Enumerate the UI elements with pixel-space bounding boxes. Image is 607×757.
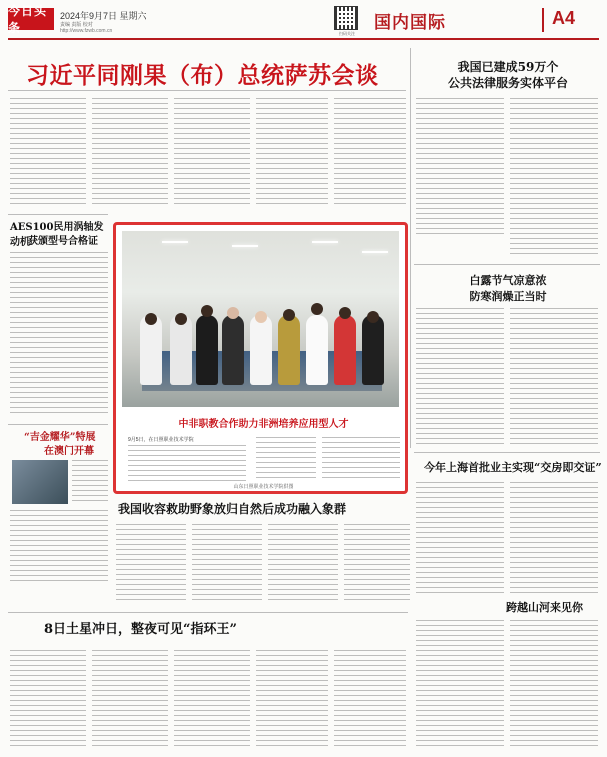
- shanghai-col2: [510, 482, 598, 594]
- divider: [8, 90, 406, 91]
- second-lead-col3: [268, 524, 338, 604]
- exhibit-photo-caption: [72, 460, 108, 504]
- photo-caption-headline[interactable]: 中非职教合作助力非洲培养应用型人才: [178, 419, 349, 430]
- photo-caption-body-col3: [322, 437, 400, 481]
- lead-body-col1: [10, 98, 86, 208]
- left-story-headline-line1[interactable]: AES100民用涡轴发动机: [10, 222, 104, 248]
- lead-headline[interactable]: 习近平同刚果（布）总统萨苏会谈: [26, 62, 379, 89]
- divider: [414, 264, 600, 265]
- cross-river-col2: [510, 620, 598, 750]
- website-url[interactable]: http://www.fzwb.com.cn: [60, 28, 113, 34]
- exhibit-headline-line1[interactable]: “吉金耀华”特展: [24, 432, 96, 443]
- right-mid-body-col2: [510, 308, 598, 448]
- masthead-rule: [8, 38, 599, 40]
- saturn-col3: [174, 650, 250, 750]
- saturn-col2: [92, 650, 168, 750]
- photo-caption-body-col1: [128, 445, 246, 481]
- right-top-body-col1: [416, 98, 504, 238]
- lead-body-col2: [92, 98, 168, 208]
- divider: [8, 424, 108, 425]
- left-story-body: [10, 252, 108, 417]
- right-mid-headline-line1[interactable]: 白露节气凉意浓: [469, 274, 547, 287]
- second-lead-col2: [192, 524, 262, 604]
- section-title: 国内国际: [374, 13, 446, 33]
- qr-caption: 扫码关注: [339, 31, 355, 36]
- exhibit-photo[interactable]: [12, 460, 68, 504]
- issue-date: 2024年9月7日 星期六: [60, 11, 147, 21]
- divider: [8, 214, 108, 215]
- right-top-headline-line1[interactable]: 我国已建成59万个: [457, 60, 559, 74]
- photo-credit: 山东日照职业技术学院供图: [233, 484, 294, 490]
- lead-body-col5: [334, 98, 406, 208]
- page-number: A4: [542, 8, 594, 32]
- saturn-headline[interactable]: 8日土星冲日，整夜可见“指环王”: [44, 622, 238, 637]
- second-lead-col1: [116, 524, 186, 604]
- lead-body-col3: [174, 98, 250, 208]
- saturn-col5: [334, 650, 406, 750]
- exhibit-headline-line2[interactable]: 在澳门开幕: [44, 446, 94, 457]
- cross-river-col1: [416, 620, 504, 750]
- right-mid-body-col1: [416, 308, 504, 448]
- featured-photo-story[interactable]: [113, 222, 408, 494]
- divider: [8, 612, 408, 613]
- lead-body-col4: [256, 98, 328, 208]
- cross-river-headline[interactable]: 跨越山河来见你: [506, 601, 583, 614]
- saturn-col4: [256, 650, 328, 750]
- divider: [414, 452, 600, 453]
- photo-caption-body-col2: [256, 437, 316, 481]
- saturn-col1: [10, 650, 86, 750]
- photo-caption-text: 9月5日，在日照职业技术学院: [128, 437, 194, 443]
- second-lead-col4: [344, 524, 410, 604]
- right-top-headline-line2[interactable]: 公共法律服务实体平台: [447, 76, 568, 90]
- right-top-body-col2: [510, 98, 598, 258]
- editor-credits: 责编 责版 校对: [60, 22, 93, 28]
- shanghai-col1: [416, 482, 504, 594]
- qr-code-icon[interactable]: [334, 6, 358, 30]
- exhibit-body: [10, 510, 108, 582]
- left-story-headline-line2[interactable]: 获颁型号合格证: [28, 236, 98, 247]
- second-lead-headline[interactable]: 我国收容救助野象放归自然后成功融入象群: [118, 502, 347, 516]
- column-divider: [410, 48, 411, 448]
- right-mid-headline-line2[interactable]: 防寒润燥正当时: [469, 290, 547, 303]
- newspaper-logo: 今日头条: [8, 8, 54, 30]
- news-photo[interactable]: [122, 231, 399, 407]
- shanghai-headline[interactable]: 今年上海首批业主实现“交房即交证”: [424, 461, 602, 474]
